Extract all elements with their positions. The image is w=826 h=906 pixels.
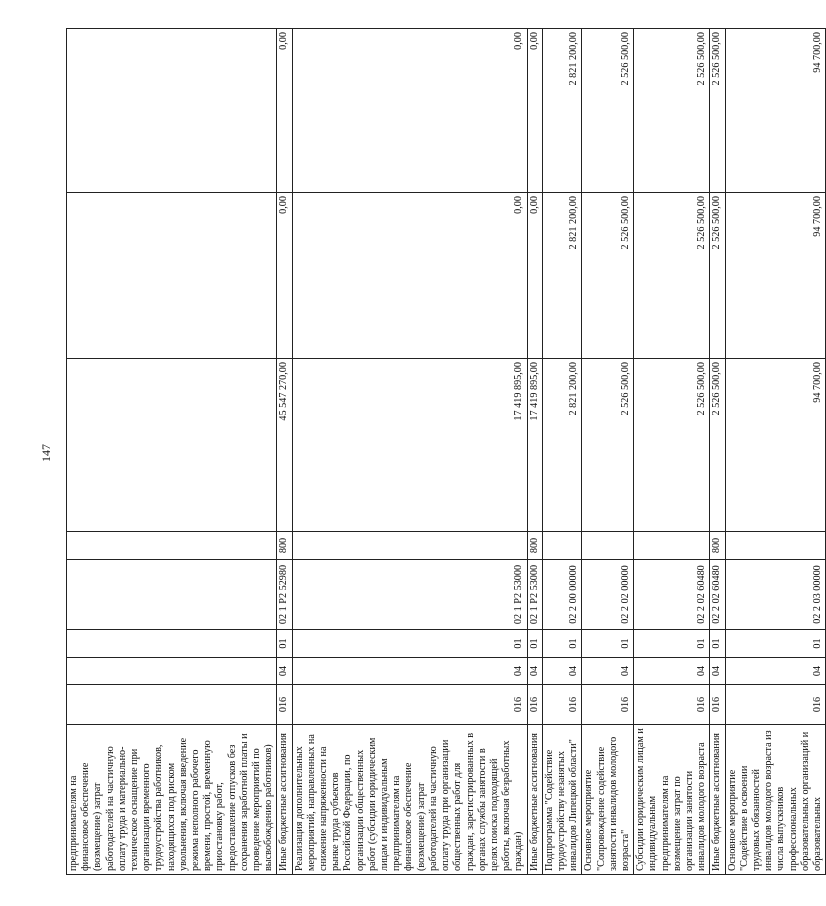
subsection-code-cell: 01 bbox=[582, 630, 634, 658]
target-article-cell: 02 2 02 60480 bbox=[710, 560, 725, 630]
admin-code-cell: 016 bbox=[542, 685, 582, 725]
amount-2019-cell: 45 547 270,00 bbox=[277, 359, 292, 532]
section-code-cell: 04 bbox=[710, 658, 725, 685]
table-row bbox=[277, 29, 292, 875]
admin-code-cell: 016 bbox=[292, 685, 527, 725]
subsection-code-cell bbox=[67, 630, 277, 658]
amount-2020-cell: 2 526 500,00 bbox=[634, 193, 710, 359]
amount-2021-cell: 0,00 bbox=[292, 29, 527, 193]
amount-2021-cell: 94 700,00 bbox=[725, 29, 826, 193]
page-number: 147 bbox=[39, 444, 53, 462]
subsection-code-cell: 01 bbox=[710, 630, 725, 658]
target-article-cell: 02 2 00 00000 bbox=[542, 560, 582, 630]
subsection-code-cell: 01 bbox=[634, 630, 710, 658]
admin-code-cell: 016 bbox=[582, 685, 634, 725]
admin-code-cell: 016 bbox=[710, 685, 725, 725]
expense-type-cell: 800 bbox=[277, 532, 292, 560]
subsection-code-cell: 01 bbox=[542, 630, 582, 658]
table-row bbox=[634, 29, 710, 875]
subsection-code-cell: 01 bbox=[527, 630, 542, 658]
amount-2020-cell bbox=[67, 193, 277, 359]
target-article-cell: 02 2 02 60480 bbox=[634, 560, 710, 630]
amount-2019-cell: 2 526 500,00 bbox=[582, 359, 634, 532]
amount-2019-cell: 94 700,00 bbox=[725, 359, 826, 532]
amount-2019-cell: 2 526 500,00 bbox=[634, 359, 710, 532]
amount-2019-cell bbox=[67, 359, 277, 532]
amount-2020-cell: 0,00 bbox=[527, 193, 542, 359]
amount-2019-cell: 17 419 895,00 bbox=[527, 359, 542, 532]
row-name-cell: Подпрограмма "Содействие трудоустройству незанятых инвалидов Липецкой области" bbox=[542, 725, 582, 875]
amount-2021-cell: 2 526 500,00 bbox=[710, 29, 725, 193]
table-row bbox=[725, 29, 826, 875]
table-row bbox=[710, 29, 725, 875]
admin-code-cell: 016 bbox=[725, 685, 826, 725]
table-row bbox=[582, 29, 634, 875]
budget-table bbox=[66, 28, 826, 875]
row-name-cell: Субсидии юридическим лицам и индивидуальным предпринимателям на возмещение затрат по организации занятости инвалидов молодого возраста bbox=[634, 725, 710, 875]
row-name-cell: Иные бюджетные ассигнования bbox=[710, 725, 725, 875]
amount-2020-cell: 0,00 bbox=[277, 193, 292, 359]
section-code-cell: 04 bbox=[725, 658, 826, 685]
section-code-cell: 04 bbox=[542, 658, 582, 685]
amount-2021-cell bbox=[67, 29, 277, 193]
table-row bbox=[542, 29, 582, 875]
section-code-cell bbox=[67, 658, 277, 685]
section-code-cell: 04 bbox=[527, 658, 542, 685]
section-code-cell: 04 bbox=[634, 658, 710, 685]
target-article-cell: 02 1 P2 53000 bbox=[527, 560, 542, 630]
amount-2019-cell: 2 821 200,00 bbox=[542, 359, 582, 532]
row-name-cell: Реализация дополнительных мероприятий, направленных на снижение напряженности на рынке труда субъектов Российской Федерации, по организации общественных работ (субсидии юридическим лицам и индивидуальным предпринимателям на финансовое обеспечение (возмещение) затрат работодателей на частичную оплату труда при организации общественных работ для граждан, зарегистрированных в органах службы занятости в целях поиска подходящей работы, включая безработных граждан) bbox=[292, 725, 527, 875]
amount-2021-cell: 2 526 500,00 bbox=[634, 29, 710, 193]
amount-2019-cell: 17 419 895,00 bbox=[292, 359, 527, 532]
rotated-page-content bbox=[66, 29, 823, 875]
amount-2020-cell: 94 700,00 bbox=[725, 193, 826, 359]
section-code-cell: 04 bbox=[582, 658, 634, 685]
amount-2021-cell: 0,00 bbox=[277, 29, 292, 193]
amount-2021-cell: 0,00 bbox=[527, 29, 542, 193]
row-name-cell: Основное мероприятие "Содействие в освоении трудовых обязанностей инвалидов молодого возраста из числа выпускников профессиональных образовательных организаций и образовательных bbox=[725, 725, 826, 875]
amount-2020-cell: 2 526 500,00 bbox=[582, 193, 634, 359]
admin-code-cell: 016 bbox=[277, 685, 292, 725]
expense-type-cell bbox=[582, 532, 634, 560]
expense-type-cell bbox=[725, 532, 826, 560]
expense-type-cell: 800 bbox=[710, 532, 725, 560]
target-article-cell: 02 1 P2 53000 bbox=[292, 560, 527, 630]
subsection-code-cell: 01 bbox=[277, 630, 292, 658]
expense-type-cell bbox=[67, 532, 277, 560]
table-row bbox=[67, 29, 277, 875]
target-article-cell: 02 2 02 00000 bbox=[582, 560, 634, 630]
row-name-cell: предпринимателям на финансовое обеспечение (возмещение) затрат работодателей на частичную оплату труда и материально-техническое оснащение при организации временного трудоустройства работников, находящихся под риском увольнения, включая введение режима неполного рабочего времени, простой, временную приостановку работ, предоставление отпусков без сохранения заработной платы и проведение мероприятий по высвобождению работников) bbox=[67, 725, 277, 875]
amount-2020-cell: 2 526 500,00 bbox=[710, 193, 725, 359]
admin-code-cell: 016 bbox=[634, 685, 710, 725]
row-name-cell: Основное мероприятие "Сопровождение содействие занятости инвалидов молодого возраста" bbox=[582, 725, 634, 875]
table-row bbox=[527, 29, 542, 875]
admin-code-cell bbox=[67, 685, 277, 725]
row-name-cell: Иные бюджетные ассигнования bbox=[277, 725, 292, 875]
subsection-code-cell: 01 bbox=[725, 630, 826, 658]
amount-2019-cell: 2 526 500,00 bbox=[710, 359, 725, 532]
admin-code-cell: 016 bbox=[527, 685, 542, 725]
target-article-cell bbox=[67, 560, 277, 630]
section-code-cell: 04 bbox=[277, 658, 292, 685]
amount-2021-cell: 2 821 200,00 bbox=[542, 29, 582, 193]
target-article-cell: 02 2 03 00000 bbox=[725, 560, 826, 630]
row-name-cell: Иные бюджетные ассигнования bbox=[527, 725, 542, 875]
expense-type-cell bbox=[542, 532, 582, 560]
expense-type-cell: 800 bbox=[527, 532, 542, 560]
amount-2020-cell: 0,00 bbox=[292, 193, 527, 359]
expense-type-cell bbox=[634, 532, 710, 560]
amount-2021-cell: 2 526 500,00 bbox=[582, 29, 634, 193]
subsection-code-cell: 01 bbox=[292, 630, 527, 658]
expense-type-cell bbox=[292, 532, 527, 560]
amount-2020-cell: 2 821 200,00 bbox=[542, 193, 582, 359]
table-row bbox=[292, 29, 527, 875]
section-code-cell: 04 bbox=[292, 658, 527, 685]
target-article-cell: 02 1 P2 52980 bbox=[277, 560, 292, 630]
